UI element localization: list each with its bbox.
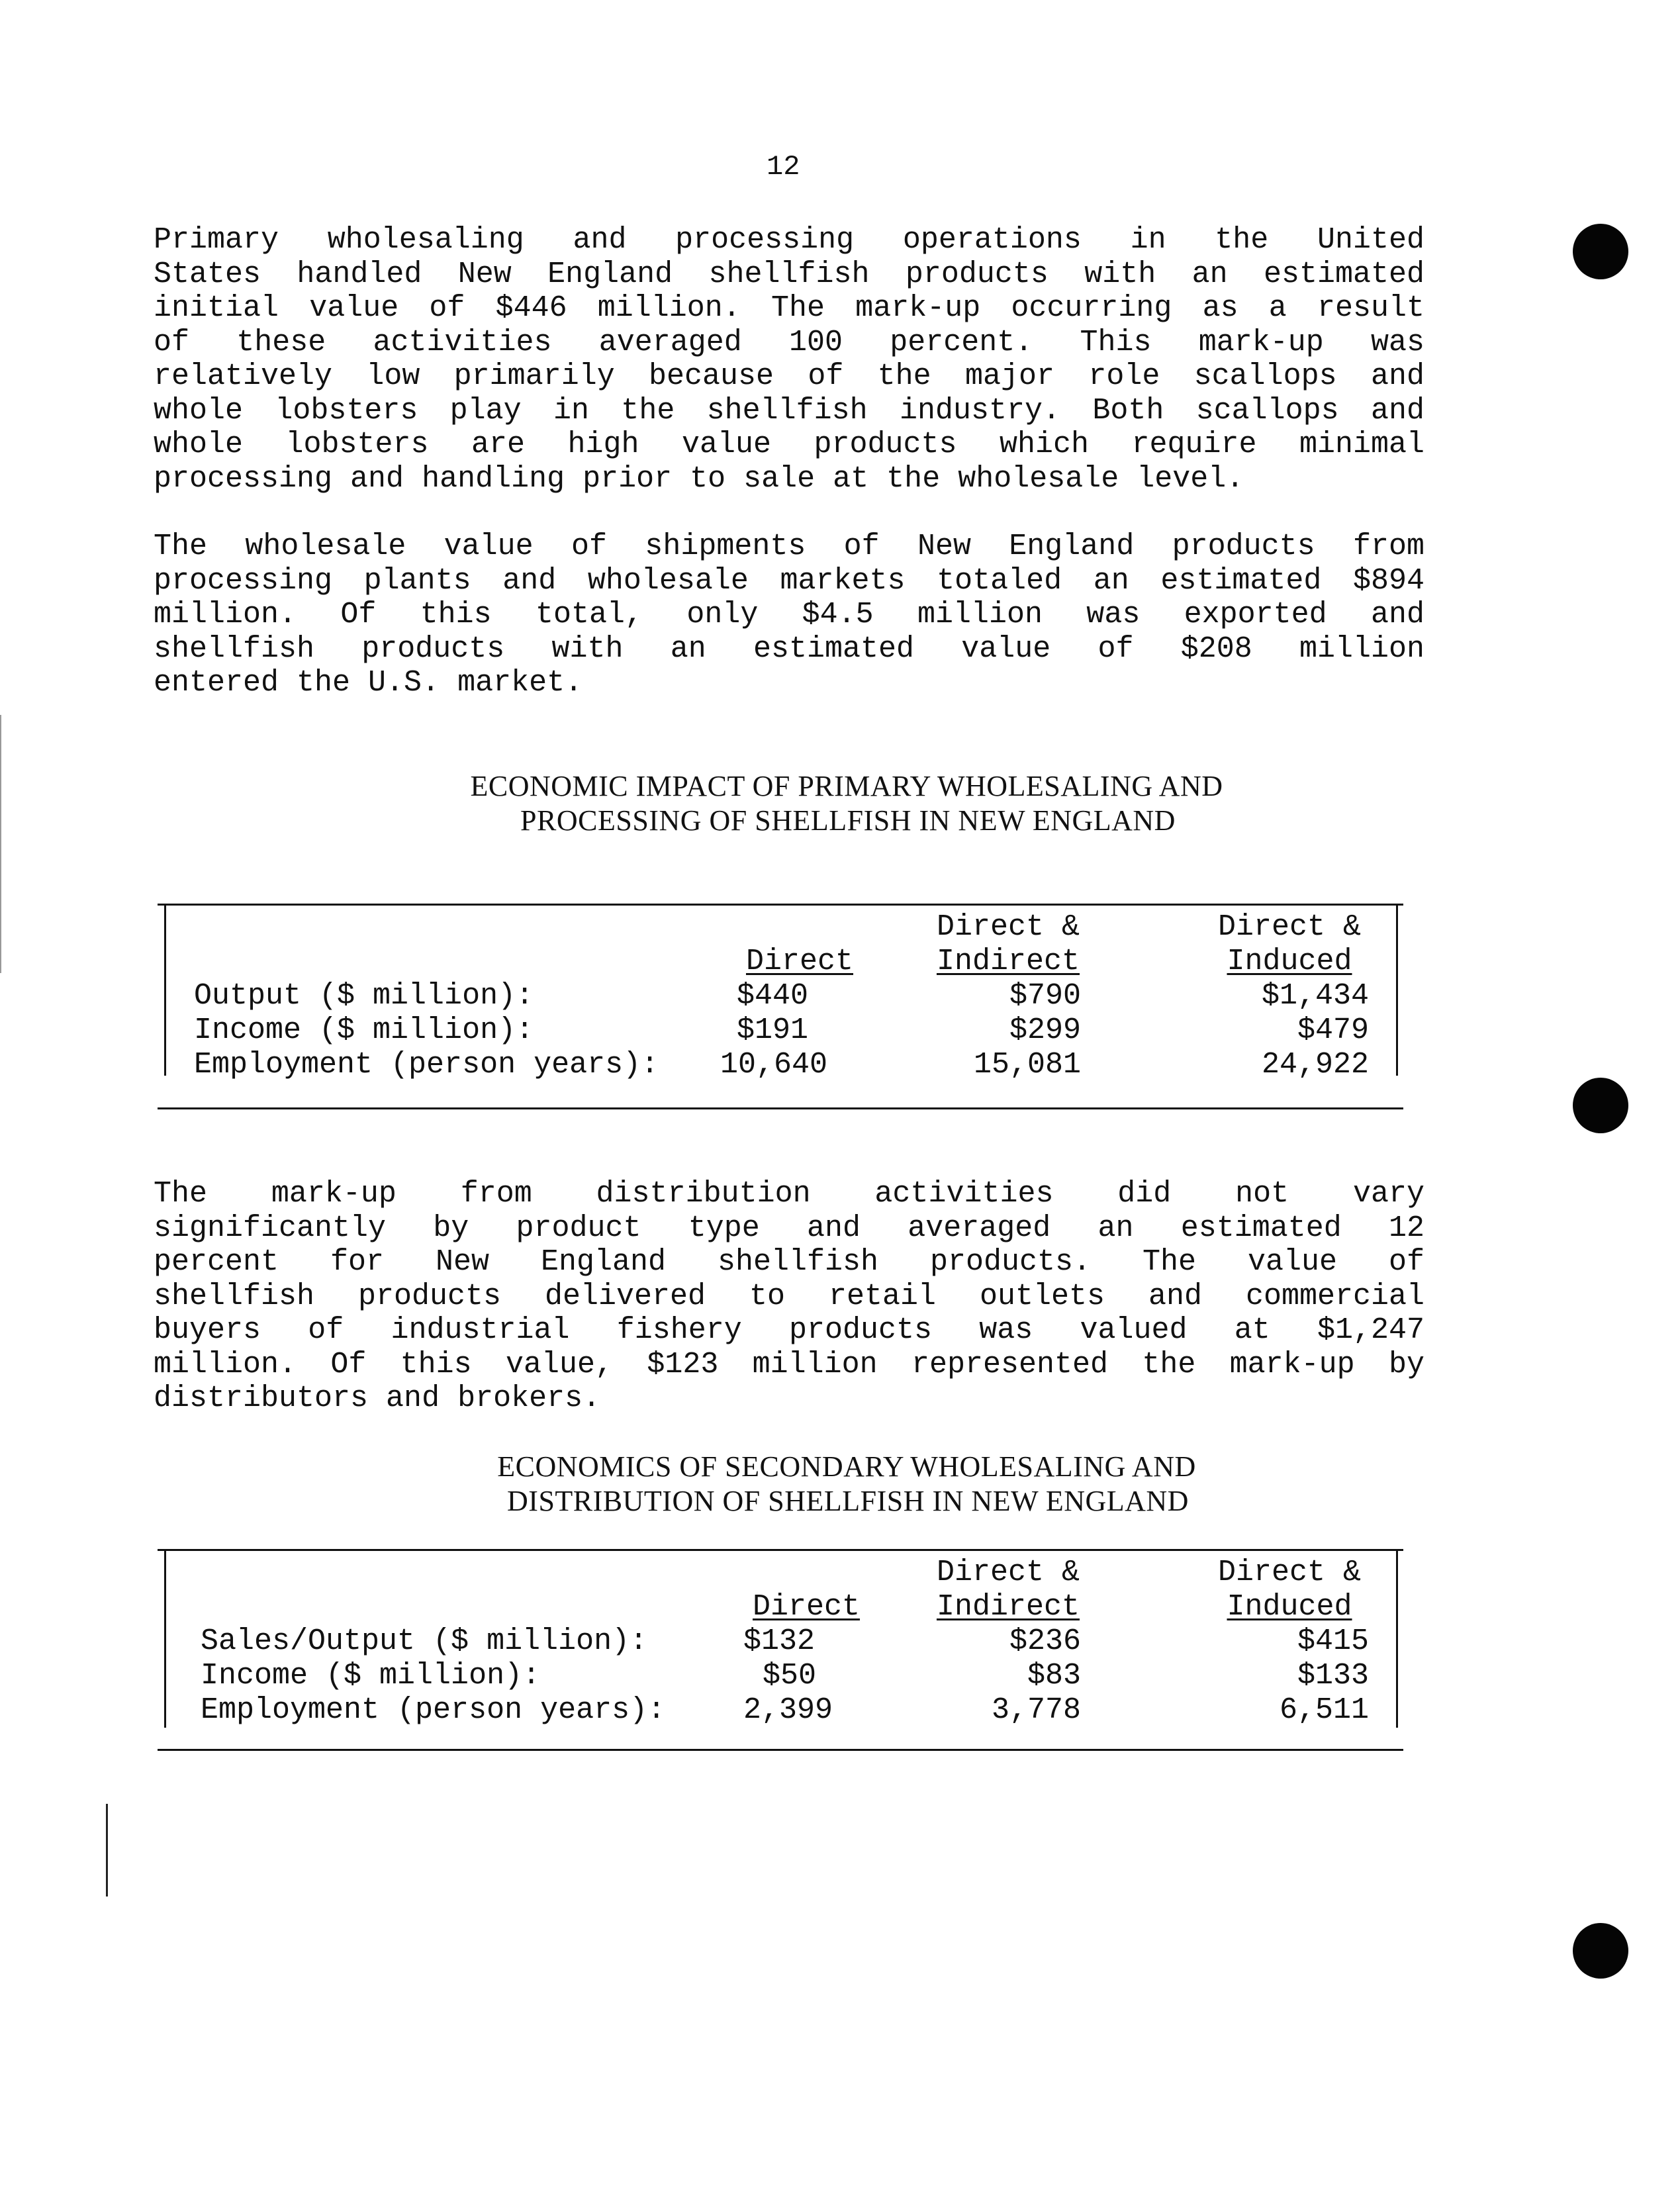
table2-cell-induced: $415 xyxy=(1297,1624,1369,1658)
text-line: whole lobsters are high value products which require minimal xyxy=(154,428,1424,461)
table1-header-induced: Induced xyxy=(1227,945,1352,978)
table1-row-label: Income ($ million): xyxy=(194,1013,534,1047)
table1-header-direct: Direct xyxy=(745,945,854,978)
text-line: shellfish products with an estimated value of $208 million xyxy=(154,632,1424,666)
table1-cell-direct: $440 xyxy=(737,979,809,1013)
text-line: relatively low primarily because of the major role scallops and xyxy=(154,359,1424,393)
table2-cell-induced: 6,511 xyxy=(1279,1693,1369,1727)
text-line: million. Of this total, only $4.5 million was exported and xyxy=(154,598,1424,632)
table2-cell-direct: $132 xyxy=(743,1624,816,1658)
table1-cell-indirect: $790 xyxy=(1009,979,1081,1013)
table2 xyxy=(158,1549,1403,1761)
table1-title-line1: ECONOMIC IMPACT OF PRIMARY WHOLESALING AND xyxy=(470,770,1223,802)
scan-margin-mark xyxy=(106,1804,108,1897)
table1-top-rule xyxy=(158,904,1403,906)
table1-header-indirect-top: Direct & xyxy=(936,910,1080,944)
table2-cell-induced: $133 xyxy=(1297,1659,1369,1693)
table2-cell-indirect: $83 xyxy=(1027,1659,1081,1693)
table2-row-label: Sales/Output ($ million): xyxy=(201,1624,648,1658)
text-line: significantly by product type and averaged an estimated 12 xyxy=(154,1211,1424,1245)
table2-header-indirect: Indirect xyxy=(936,1590,1080,1624)
table2-cell-direct: $50 xyxy=(762,1659,816,1693)
table2-top-rule xyxy=(158,1549,1403,1551)
table2-title-line2: DISTRIBUTION OF SHELLFISH IN NEW ENGLAND xyxy=(507,1485,1189,1517)
table1-cell-induced: $479 xyxy=(1297,1013,1369,1047)
table1 xyxy=(158,904,1403,1115)
table2-header-indirect-top: Direct & xyxy=(936,1556,1080,1589)
text-line: percent for New England shellfish products. The value of xyxy=(154,1245,1424,1279)
punch-hole-middle xyxy=(1573,1078,1628,1133)
table2-right-rule xyxy=(1396,1549,1398,1728)
table1-cell-indirect: $299 xyxy=(1009,1013,1081,1047)
text-line: million. Of this value, $123 million represented the mark-up by xyxy=(154,1347,1424,1381)
table1-cell-induced: 24,922 xyxy=(1261,1048,1369,1082)
table1-cell-indirect: 15,081 xyxy=(973,1048,1081,1082)
table1-bottom-rule xyxy=(158,1107,1403,1109)
page-number: 12 xyxy=(767,151,800,183)
table2-row-label: Income ($ million): xyxy=(201,1659,541,1693)
text-line: The wholesale value of shipments of New England products from xyxy=(154,530,1424,563)
table1-header-indirect: Indirect xyxy=(936,945,1080,978)
paragraph-wholesale-value xyxy=(154,530,1424,700)
paragraph-primary-wholesaling xyxy=(154,223,1424,496)
table1-cell-direct: 10,640 xyxy=(720,1048,828,1082)
table1-header-induced-top: Direct & xyxy=(1217,910,1362,944)
scan-margin-mark xyxy=(0,715,1,973)
text-line: distributors and brokers. xyxy=(154,1381,601,1415)
table2-header-direct: Direct xyxy=(752,1590,861,1624)
text-line: The mark-up from distribution activities did not vary xyxy=(154,1177,1424,1211)
table2-header-induced: Induced xyxy=(1227,1590,1352,1624)
table2-cell-direct: 2,399 xyxy=(743,1693,833,1727)
text-line: whole lobsters play in the shellfish industry. Both scallops and xyxy=(154,393,1424,428)
text-line: of these activities averaged 100 percent. This mark-up was xyxy=(154,325,1424,359)
table1-left-rule xyxy=(164,904,166,1076)
table2-cell-indirect: 3,778 xyxy=(991,1693,1081,1727)
table2-bottom-rule xyxy=(158,1749,1403,1751)
table1-right-rule xyxy=(1396,904,1398,1076)
table1-title xyxy=(0,769,1680,838)
text-line: entered the U.S. market. xyxy=(154,666,583,700)
table1-title-line2: PROCESSING OF SHELLFISH IN NEW ENGLAND xyxy=(520,804,1176,837)
table2-row-label: Employment (person years): xyxy=(201,1693,666,1727)
punch-hole-top xyxy=(1573,224,1628,279)
text-line: initial value of $446 million. The mark-up occurring as a result xyxy=(154,291,1424,325)
table2-cell-indirect: $236 xyxy=(1009,1624,1081,1658)
punch-hole-bottom xyxy=(1573,1923,1628,1979)
table1-cell-induced: $1,434 xyxy=(1261,979,1369,1013)
paragraph-distribution-markup xyxy=(154,1177,1424,1416)
text-line: buyers of industrial fishery products was valued at $1,247 xyxy=(154,1313,1424,1347)
text-line: Primary wholesaling and processing operations in the United xyxy=(154,223,1424,257)
table2-header-induced-top: Direct & xyxy=(1217,1556,1362,1589)
table2-title-line1: ECONOMICS OF SECONDARY WHOLESALING AND xyxy=(497,1450,1196,1483)
text-line: processing plants and wholesale markets totaled an estimated $894 xyxy=(154,563,1424,598)
text-line: processing and handling prior to sale at the wholesale level. xyxy=(154,461,1244,496)
table1-row-label: Employment (person years): xyxy=(194,1048,659,1082)
text-line: States handled New England shellfish products with an estimated xyxy=(154,257,1424,291)
text-line: shellfish products delivered to retail outlets and commercial xyxy=(154,1279,1424,1313)
table1-cell-direct: $191 xyxy=(737,1013,809,1047)
table1-row-label: Output ($ million): xyxy=(194,979,534,1013)
table2-title xyxy=(0,1450,1680,1519)
table2-left-rule xyxy=(164,1549,166,1728)
